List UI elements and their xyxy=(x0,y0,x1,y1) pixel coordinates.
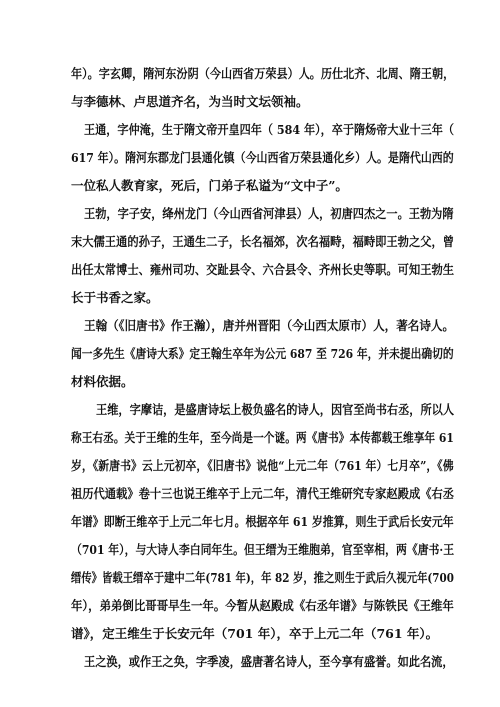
paragraph-2-line-3: 一位私人教育家，死后，门弟子私谥为“文中子”。 xyxy=(71,178,348,193)
paragraph-4-line-3: 材料依据。 xyxy=(71,374,134,389)
paragraph-5-line-6: （701 年），与大诗人李白同年生。但王缙为王维胞弟，官至宰相，两《唐书·王 xyxy=(71,542,455,557)
paragraph-5-line-8: 年），弟弟倒比哥哥早生一年。今暂从赵殿成《右丞年谱》与陈铁民《王维年 xyxy=(71,598,454,613)
paragraph-5-line-3: 岁，《新唐书》云上元初卒，《旧唐书》说他“上元二年（761 年）七月卒”，《佛 xyxy=(71,458,454,473)
paragraph-5-line-5: 年谱》即断王维卒于上元二年七月。根据卒年 61 岁推算，则生于武后长安元年 xyxy=(71,514,454,529)
paragraph-5-line-7: 缙传》皆载王缙卒于建中二年(781 年)，年 82 岁，推之则生于武后久视元年(700 xyxy=(71,570,454,585)
paragraph-2-line-1: 王通，字仲淹，生于隋文帝开皇四年（ 584 年），卒于隋炀帝大业十三年（ xyxy=(84,122,455,137)
paragraph-6-line-1: 王之涣，或作王之奂，字季凌，盛唐著名诗人，至今享有盛誉。如此名流， xyxy=(84,654,454,669)
paragraph-3-line-4: 长于书香之家。 xyxy=(71,290,159,305)
paragraph-4-line-2: 闻一多先生《唐诗大系》定王翰生卒年为公元 687 至 726 年，并未提出确切的 xyxy=(71,346,454,361)
paragraph-1-line-1: 年）。字玄卿，隋河东汾阴（今山西省万荣县）人。历仕北齐、北周、隋王朝， xyxy=(71,66,455,81)
paragraph-4-line-1: 王翰（《旧唐书》作王瀚），唐并州晋阳（今山西太原市）人，著名诗人。 xyxy=(84,318,455,333)
paragraph-1-line-2: 与李德林、卢思道齐名，为当时文坛领袖。 xyxy=(71,94,309,109)
paragraph-5-line-4: 祖历代通载》卷十三也说王维卒于上元二年，清代王维研究专家赵殿成《右丞 xyxy=(71,486,455,501)
paragraph-3-line-3: 出任太常博士、雍州司功、交趾县令、六合县令、齐州长史等职。可知王勃生 xyxy=(71,262,455,277)
paragraph-5-line-1: 王维，字摩诘，是盛唐诗坛上极负盛名的诗人，因官至尚书右丞，所以人 xyxy=(96,402,455,417)
paragraph-5-line-9: 谱》，定王维生于长安元年（701 年），卒于上元二年（761 年）。 xyxy=(71,626,439,641)
paragraph-5-line-2: 称王右丞。关于王维的生年，至今尚是一个谜。两《唐书》本传都载王维享年 61 xyxy=(71,430,454,445)
paragraph-3-line-2: 末大儒王通的孙子，王通生二子，长名福郊，次名福畤，福畤即王勃之父，曾 xyxy=(71,234,455,249)
paragraph-2-line-2: 617 年）。隋河东郡龙门县通化镇（今山西省万荣县通化乡）人。是隋代山西的 xyxy=(71,150,454,165)
paragraph-3-line-1: 王勃，字子安，绛州龙门（今山西省河津县）人，初唐四杰之一。王勃为隋 xyxy=(84,206,454,221)
